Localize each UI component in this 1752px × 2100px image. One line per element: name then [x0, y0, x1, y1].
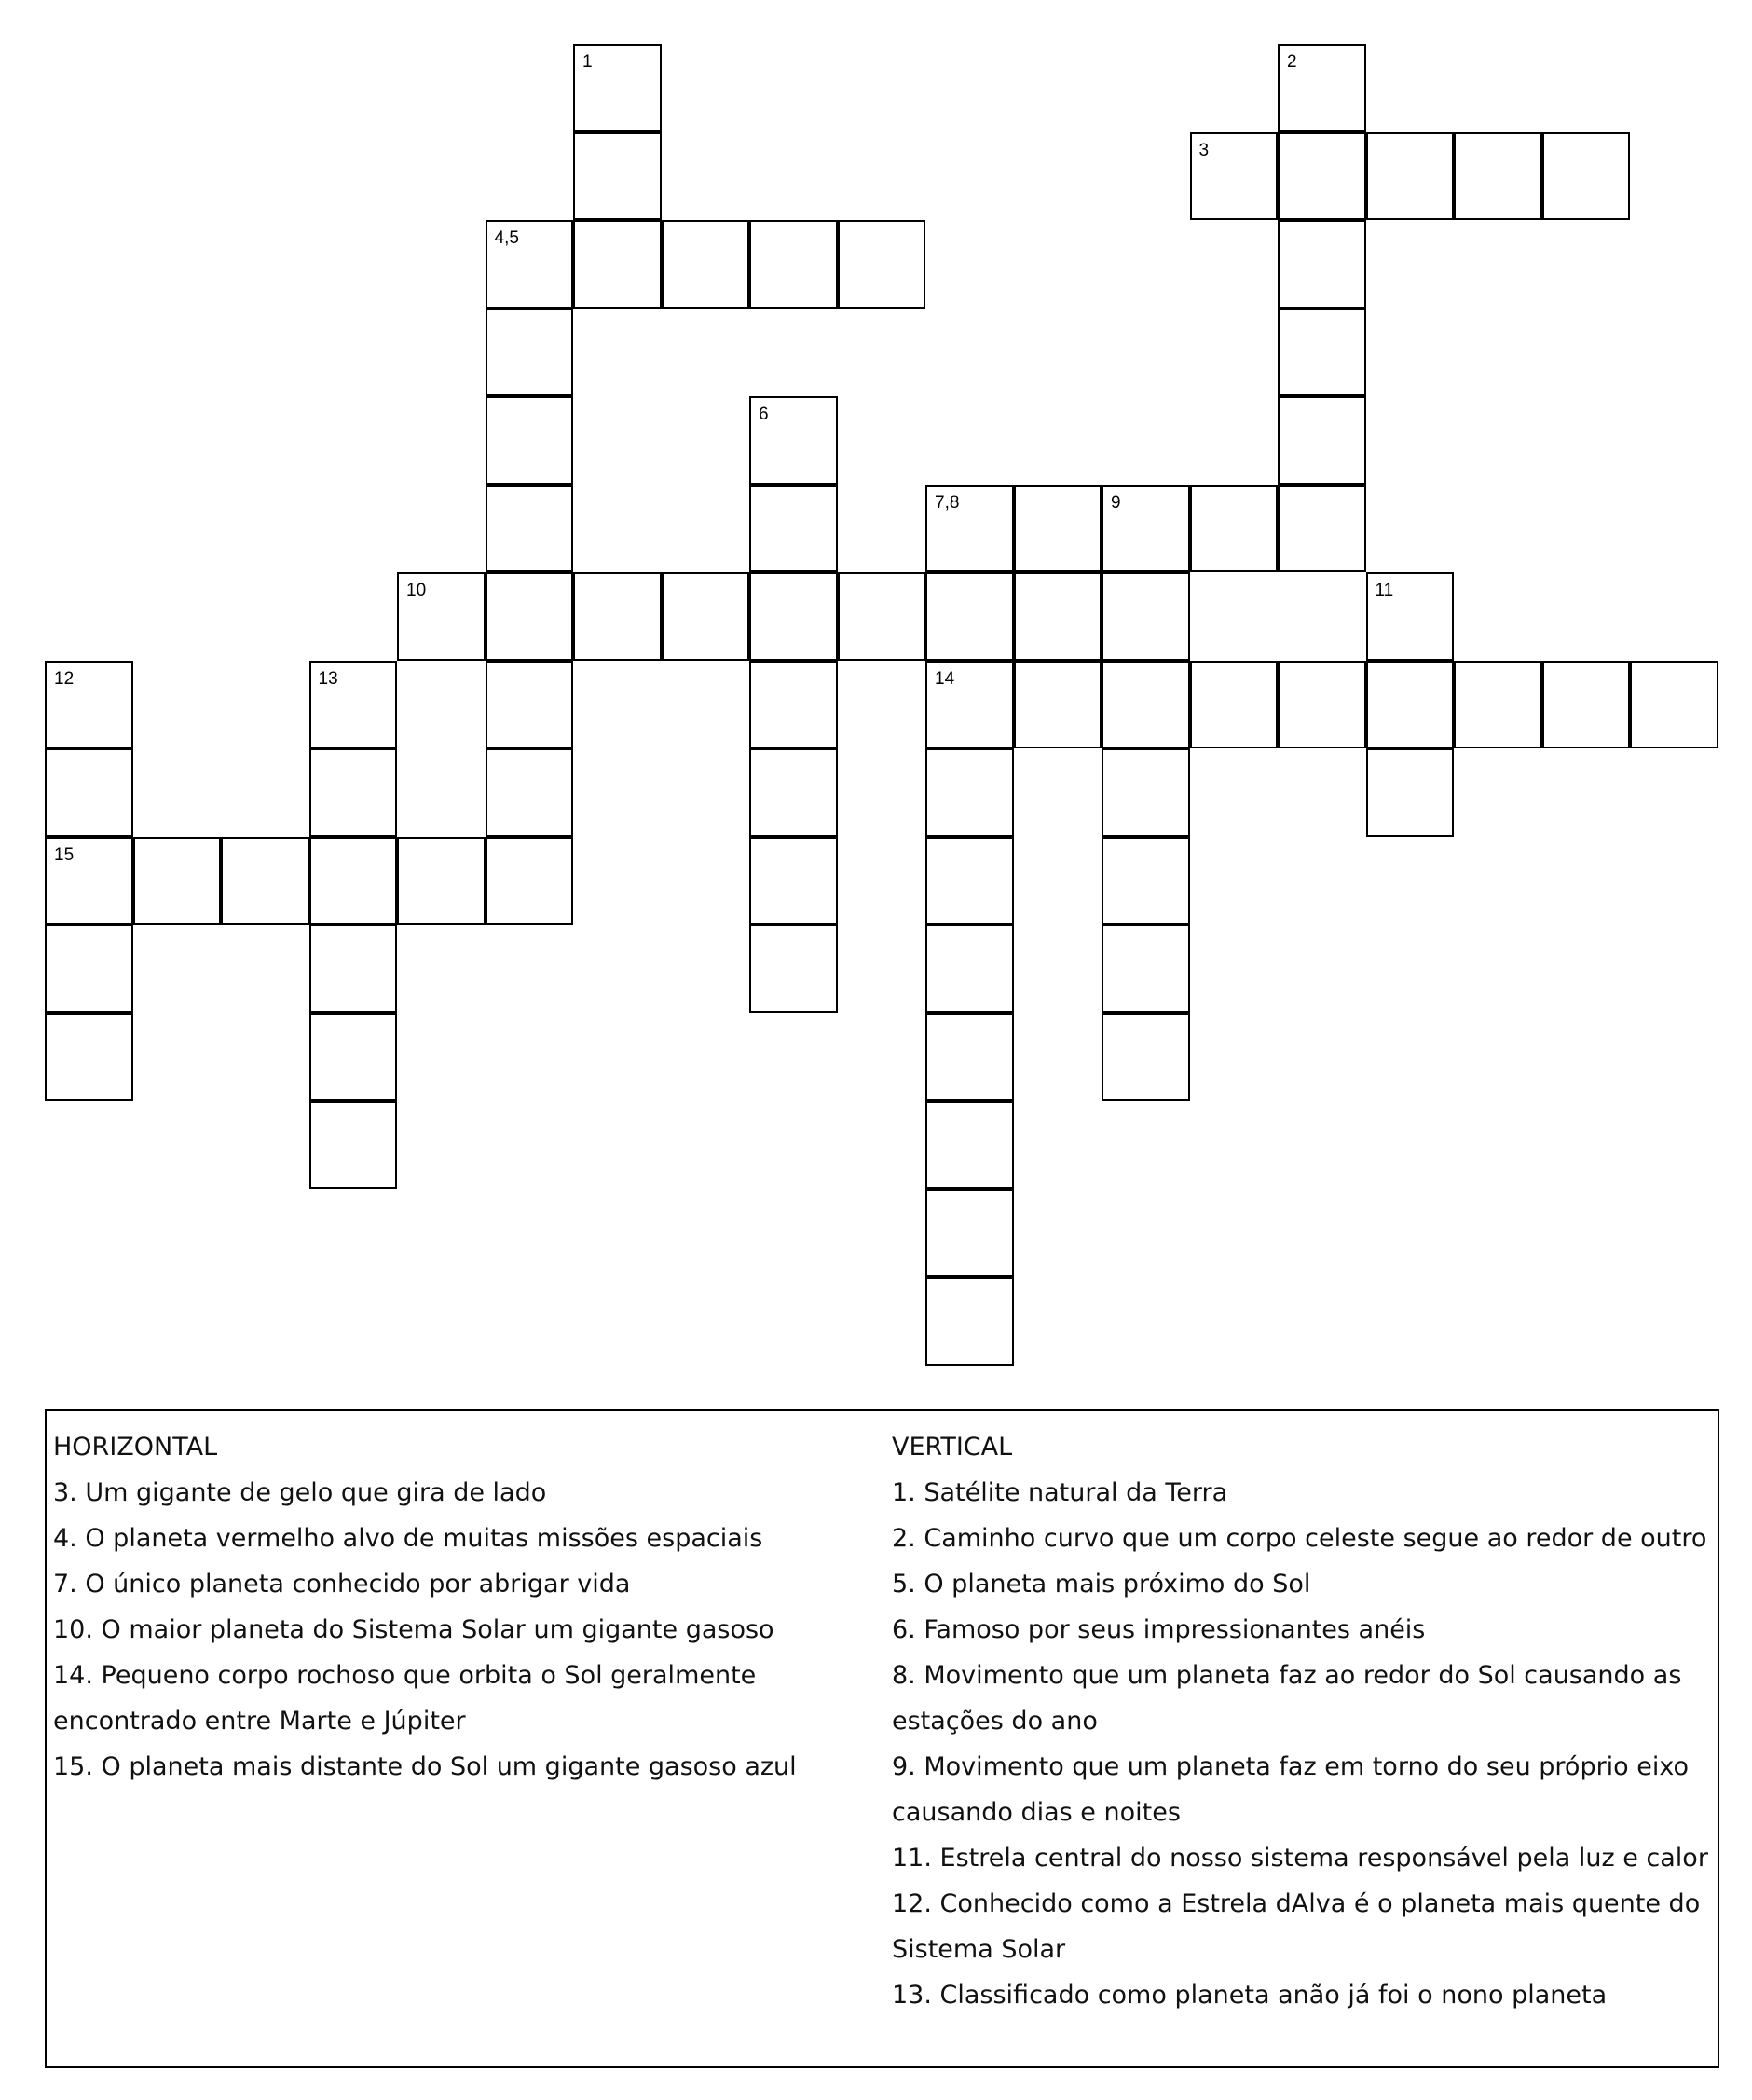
vertical-clues-column — [892, 1424, 1717, 2018]
crossword-cell[interactable] — [838, 572, 926, 661]
vertical-clue-line: 8. Movimento que um planeta faz ao redor do Sol causando as — [892, 1661, 1682, 1690]
vertical-clue-line: 11. Estrela central do nosso sistema responsável pela luz e calor — [892, 1844, 1708, 1873]
crossword-cell[interactable] — [309, 837, 398, 926]
crossword-cell[interactable] — [749, 485, 838, 573]
vertical-clue-line: 9. Movimento que um planeta faz em torno do seu próprio eixo — [892, 1752, 1690, 1781]
vertical-clue-line: estações do ano — [892, 1707, 1098, 1736]
crossword-cell[interactable] — [1102, 1013, 1190, 1102]
crossword-cell[interactable] — [309, 1013, 398, 1102]
crossword-cell[interactable] — [838, 220, 926, 309]
crossword-cell[interactable] — [1190, 132, 1279, 221]
crossword-cell[interactable] — [573, 44, 662, 132]
crossword-cell[interactable] — [486, 661, 574, 749]
crossword-cell[interactable] — [1102, 661, 1190, 749]
crossword-cell[interactable] — [925, 1189, 1014, 1278]
crossword-cell[interactable] — [45, 837, 133, 926]
crossword-cell[interactable] — [749, 661, 838, 749]
horizontal-clue-line: 3. Um gigante de gelo que gira de lado — [53, 1478, 547, 1507]
crossword-cell[interactable] — [1542, 661, 1631, 749]
crossword-cell[interactable] — [925, 661, 1014, 749]
crossword-cell[interactable] — [1278, 309, 1366, 397]
vertical-heading: VERTICAL — [892, 1433, 1013, 1462]
crossword-cell[interactable] — [1014, 572, 1102, 661]
crossword-cell[interactable] — [1278, 44, 1366, 132]
crossword-cell[interactable] — [45, 748, 133, 837]
crossword-cell[interactable] — [1454, 132, 1542, 221]
crossword-cell[interactable] — [1014, 485, 1102, 573]
crossword-cell[interactable] — [925, 485, 1014, 573]
crossword-cell[interactable] — [925, 748, 1014, 837]
crossword-cell[interactable] — [749, 396, 838, 485]
horizontal-clue-line: 4. O planeta vermelho alvo de muitas missões espaciais — [53, 1524, 763, 1553]
crossword-cell[interactable] — [486, 396, 574, 485]
crossword-cell[interactable] — [45, 661, 133, 749]
clue-number: 11 — [1375, 581, 1394, 600]
horizontal-clue-line: 14. Pequeno corpo rochoso que orbita o Sol geralmente — [53, 1661, 757, 1690]
crossword-cell[interactable] — [925, 1013, 1014, 1102]
crossword-cell[interactable] — [486, 309, 574, 397]
crossword-cell[interactable] — [1278, 661, 1366, 749]
horizontal-clue-line: 15. O planeta mais distante do Sol um gigante gasoso azul — [53, 1752, 797, 1781]
crossword-cell[interactable] — [309, 748, 398, 837]
clues-panel — [45, 1409, 1719, 2068]
crossword-cell[interactable] — [749, 925, 838, 1013]
crossword-cell[interactable] — [45, 925, 133, 1013]
crossword-cell[interactable] — [133, 837, 222, 926]
crossword-cell[interactable] — [1366, 748, 1455, 837]
crossword-cell[interactable] — [1366, 572, 1455, 661]
crossword-cell[interactable] — [1190, 485, 1279, 573]
clue-number: 14 — [935, 668, 955, 689]
crossword-cell[interactable] — [1278, 396, 1366, 485]
crossword-cell[interactable] — [1278, 485, 1366, 573]
vertical-clue-line: 13. Classificado como planeta anão já foi o nono planeta — [892, 1981, 1608, 2010]
crossword-cell[interactable] — [309, 925, 398, 1013]
crossword-cell[interactable] — [1454, 661, 1542, 749]
crossword-cell[interactable] — [1366, 661, 1455, 749]
crossword-cell[interactable] — [573, 132, 662, 221]
vertical-clue-line: 6. Famoso por seus impressionantes anéis — [892, 1615, 1426, 1644]
crossword-cell[interactable] — [397, 572, 486, 661]
crossword-cell[interactable] — [486, 572, 574, 661]
clue-number: 10 — [406, 581, 427, 600]
horizontal-heading: HORIZONTAL — [53, 1433, 218, 1462]
crossword-cell[interactable] — [1542, 132, 1631, 221]
crossword-cell[interactable] — [925, 837, 1014, 926]
crossword-cell[interactable] — [1102, 748, 1190, 837]
clue-number: 1 — [582, 52, 593, 72]
crossword-cell[interactable] — [749, 220, 838, 309]
horizontal-clue-line: encontrado entre Marte e Júpiter — [53, 1707, 466, 1736]
crossword-cell[interactable] — [573, 220, 662, 309]
horizontal-clue-line: 7. O único planeta conhecido por abrigar vida — [53, 1570, 631, 1599]
crossword-cell[interactable] — [486, 837, 574, 926]
crossword-cell[interactable] — [486, 748, 574, 837]
clue-number: 4,5 — [494, 228, 519, 248]
vertical-clue-line: causando dias e noites — [892, 1798, 1181, 1827]
crossword-cell[interactable] — [662, 572, 750, 661]
vertical-clue-line: Sistema Solar — [892, 1935, 1066, 1964]
horizontal-clues-column — [53, 1424, 873, 1790]
vertical-clue-line: 12. Conhecido como a Estrela dAlva é o planeta mais quente do — [892, 1889, 1701, 1918]
crossword-cell[interactable] — [309, 1101, 398, 1189]
clue-number: 15 — [54, 844, 75, 865]
clue-number: 12 — [54, 668, 75, 689]
clue-number: 9 — [1111, 492, 1121, 513]
crossword-cell[interactable] — [1102, 837, 1190, 926]
crossword-cell[interactable] — [1366, 132, 1455, 221]
crossword-cell[interactable] — [573, 572, 662, 661]
vertical-clue-line: 5. O planeta mais próximo do Sol — [892, 1570, 1311, 1599]
horizontal-clue-line: 10. O maior planeta do Sistema Solar um gigante gasoso — [53, 1615, 774, 1644]
crossword-cell[interactable] — [925, 1101, 1014, 1189]
crossword-cell[interactable] — [486, 485, 574, 573]
crossword-cell[interactable] — [749, 748, 838, 837]
crossword-cell[interactable] — [925, 572, 1014, 661]
crossword-cell[interactable] — [1278, 220, 1366, 309]
crossword-cell[interactable] — [397, 837, 486, 926]
crossword-cell[interactable] — [1630, 661, 1718, 749]
crossword-cell[interactable] — [749, 837, 838, 926]
clue-number: 2 — [1287, 52, 1297, 72]
crossword-cell[interactable] — [1278, 132, 1366, 221]
crossword-cell[interactable] — [1014, 661, 1102, 749]
crossword-cell[interactable] — [1102, 925, 1190, 1013]
clue-number: 13 — [318, 668, 338, 689]
crossword-cell[interactable] — [662, 220, 750, 309]
crossword-cell[interactable] — [1102, 572, 1190, 661]
crossword-cell[interactable] — [309, 661, 398, 749]
vertical-clue-line: 2. Caminho curvo que um corpo celeste segue ao redor de outro — [892, 1524, 1707, 1553]
crossword-cell[interactable] — [1102, 485, 1190, 573]
vertical-clue-line: 1. Satélite natural da Terra — [892, 1478, 1228, 1507]
crossword-cell[interactable] — [45, 1013, 133, 1102]
clue-number: 7,8 — [935, 492, 960, 513]
crossword-cell[interactable] — [486, 220, 574, 309]
crossword-cell[interactable] — [221, 837, 309, 926]
crossword-cell[interactable] — [1190, 661, 1279, 749]
clue-number: 3 — [1198, 140, 1210, 160]
crossword-cell[interactable] — [749, 572, 838, 661]
crossword-cell[interactable] — [925, 925, 1014, 1013]
clue-number: 6 — [759, 405, 769, 424]
crossword-cell[interactable] — [925, 1277, 1014, 1366]
